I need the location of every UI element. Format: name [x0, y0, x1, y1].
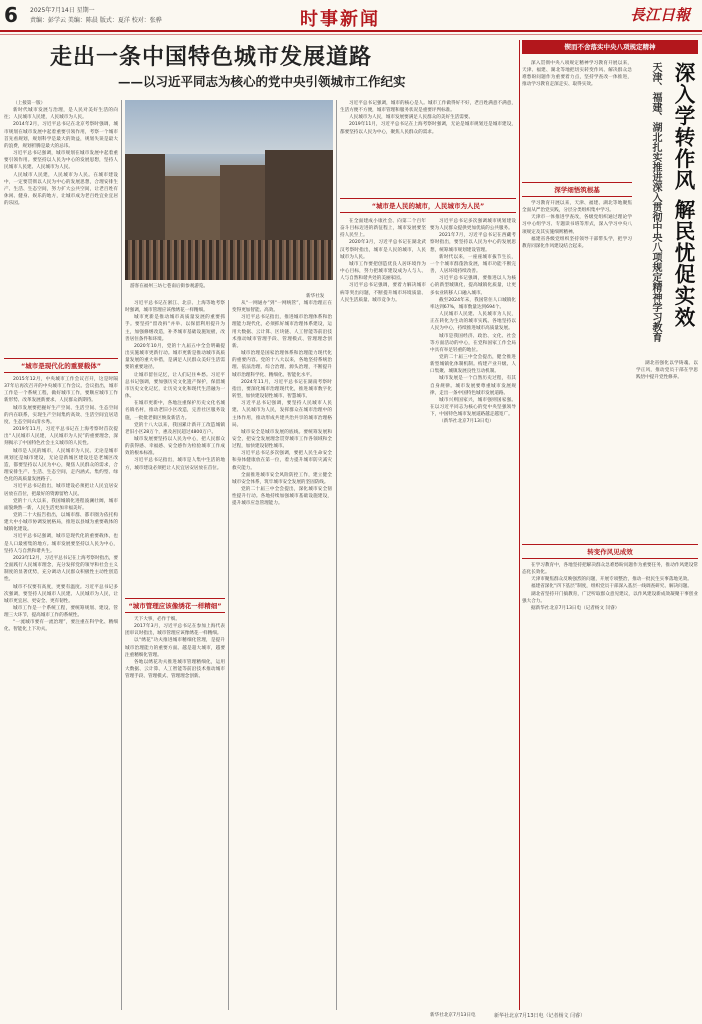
paragraph: 城市更新是推动城市高质量发展的重要抓手。要坚持“留改拆”并举、以保留利用提升为主，加强修缮改造，补齐城市基础设施短板，改善居住条件和环境。: [125, 315, 225, 342]
paragraph: 湖北省坚持开门搞教育，广泛听取群众意见建议，以作风建设新成效凝聚干事创业强大合力。: [522, 591, 698, 604]
paragraph: 城市治理是国家治理体系和治理能力现代化的重要内容。党的十八大以来，各地坚持系统治理、依法治理、综合治理、源头治理，不断提升城市治理科学化、精细化、智能化水平。: [232, 351, 332, 378]
paragraph: 城市兴则国家兴，城市强则国家强。在以习近平同志为核心的党中央坚强领导下，中国特色城市发展道路越走越宽广。: [430, 397, 516, 418]
photo-credit: 新华社发: [306, 294, 325, 299]
paragraph: 城市发展是一个自然历史过程，有其自身规律。城市发展要尊重城市发展规律，走出一条中国特色城市发展道路。: [430, 376, 516, 396]
paragraph: 学习教育开展以来，天津、福建、湖北等地聚焦全面从严治党实践，分层分类组织集中学习。: [522, 201, 632, 214]
right-subheading-b: 转变作风见成效: [522, 544, 698, 559]
paragraph: 2023年12月，习近平总书记在上海考察时指出，要全面践行人民城市理念，充分发挥党的领导和社会主义制度的显著优势，充分调动人民群众积极性主动性创造性。: [4, 555, 118, 583]
paragraph: 天下大事，必作于细。: [134, 617, 180, 622]
paragraph: 天津市聚焦群众反映强烈的问题，开展专项整治，推动一批民生实事落地见效。: [531, 577, 692, 583]
paragraph: 2019年11月，习近平总书记在上海考察时首次提出“人民城市人民建，人民城市为人民”的重要理念，深刻揭示了中国特色社会主义城市的人民性。: [4, 427, 118, 447]
paragraph: 习近平总书记指出，城市是人集中生活的地方，城市建设必须把让人民宜居安居放在首位。: [125, 458, 225, 471]
paragraph: （上接第一版）: [13, 101, 46, 106]
header-rule: [0, 30, 702, 32]
page-number: 6: [4, 3, 18, 27]
paragraph: 新时代以来，一座座城市拔节生长，一个个城市群蓬勃发展，城市功能不断完善，人居环境持续改善。: [430, 254, 516, 275]
article-column-1: [4, 100, 118, 358]
section-divider: [519, 40, 520, 1010]
paragraph: 习近平总书记多次强调城市规划建设要为人民群众提供更加优质的公共服务。: [430, 219, 516, 232]
paragraph: 2024年11月，习近平总书记在湖南考察时指出，要深化城市治理现代化，推进城市数字化转型，加快建设韧性城市、智慧城市。: [232, 379, 332, 400]
paragraph: 党的二十届三中全会提出，深化城市安全韧性提升行动。各地持续加强城市基础设施建设，提升城市应急管理能力。: [232, 487, 332, 507]
paragraph: 从“一网通办”到“一网统管”，城市治理正在变得更加智能、高效。: [232, 301, 332, 314]
paragraph: 人民城市为人民，城市发展要满足人民群众的美好生活需要。: [349, 115, 474, 121]
paragraph: 深入贯彻中央八项规定精神学习教育开展以来，天津、福建、湖北等地把切实转变作风、解决群众急难愁盼问题作为重要着力点，坚持学查改一体推进，推动学习教育走深走实、取得实效。: [522, 61, 632, 88]
right-text-2b: [636, 360, 698, 540]
editor-credits: 责编：彭学云 美编：陈晨 版式：夏洋 校对：张骅: [30, 17, 162, 24]
paragraph: 福建省各级党组织坚持领导干部带头学，把学习教育同深化作风建设结合起来。: [522, 236, 632, 249]
article-subheading-1: “城市是现代化的重要载体”: [4, 358, 118, 373]
section-title: 时事新闻: [300, 9, 380, 30]
photo-caption: 游客在福州三坊七巷南后街参观游览。: [130, 284, 209, 289]
paragraph: 城市工作要把创造优良人居环境作为中心目标，努力把城市建设成为人与人、人与自然和谐共处的美丽家园。: [340, 261, 426, 282]
article-column-3: [232, 300, 332, 1010]
paragraph: 城市发展要坚持以人民为中心，把人民群众的获得感、幸福感、安全感作为检验城市工作成效的根本标准。: [125, 436, 225, 457]
article-column-3b: [340, 218, 426, 1010]
paragraph: 2017年3月，习近平总书记在参加上海代表团审议时指出，城市管理应该像绣花一样精细。: [125, 624, 225, 637]
right-banner: 锲而不舍落实中央八项规定精神: [522, 40, 698, 54]
right-text-3: [522, 562, 698, 1008]
article-column-2: [125, 300, 225, 596]
right-subheading-a: 深学细悟筑根基: [522, 182, 632, 197]
paragraph: 天津市一体推进学查改，各级党组织通过理论学习中心组学习、专题读书班等形式，深入学习中央八项规定及其实施细则精神。: [522, 215, 632, 235]
paragraph: 习近平总书记强调，城市规划在城市发展中起着重要引领作用。要坚持以人民为中心的发展思想，坚持人民城市人民建、人民城市为人民。: [4, 151, 118, 171]
paragraph: 城市发展要把握好生产空间、生活空间、生态空间的内在联系，实现生产空间集约高效、生活空间宜居适度、生态空间山清水秀。: [4, 405, 118, 425]
paragraph: 在全面建成小康社会、向第二个百年奋斗目标迈进的新征程上，城市发展要坚持人民至上。: [340, 219, 426, 239]
article-photo: [125, 100, 333, 280]
article-column-4b: [430, 218, 516, 1010]
paragraph: 习近平总书记指出，城市建设必须把让人民宜居安居放在首位，把最好的资源留给人民。: [4, 484, 118, 497]
column-divider: [121, 100, 122, 1010]
paragraph: 城市不仅要有高度，更要有温度。习近平总书记多次强调，要坚持人民城市人民建、人民城市为人民，让城市更宜居、更安全、更有韧性。: [4, 584, 118, 604]
paragraph: 习近平总书记强调，要着力解决城市病等突出问题，不断提升城市环境质量、人民生活质量、城市竞争力。: [340, 283, 426, 303]
paragraph: 习近平总书记在浙江、北京、上海等地考察时强调，城市管理应该像绣花一样精细。: [125, 301, 225, 314]
paragraph: 人民城市人民建、人民城市为人民，正在转化为生动的城市实践。各地坚持以人民为中心，持续推进城市高质量发展。: [430, 312, 516, 332]
article-title: 走出一条中国特色城市发展道路: [50, 44, 373, 70]
paragraph: 党的十八大以来，我国城镇化进程波澜壮阔，城市面貌焕然一新，人民生活更加幸福美好。: [4, 498, 118, 511]
paragraph: 习近平总书记指出，推进城市治理体系和治理能力现代化，必须抓好城市治理体系建设，运用大数据、云计算、区块链、人工智能等前沿技术推动城市管理手段、管理模式、管理理念创新。: [232, 315, 332, 349]
paragraph: 习近平总书记强调，城市的核心是人。城市工作做得好不好，老百姓满意不满意，生活方便不方便，城市管理和服务状况是重要评判标准。: [340, 101, 516, 114]
paragraph: 党的二十大报告指出，以城市群、都市圈为依托构建大中小城市协调发展格局，推进以县城为重要载体的城镇化建设。: [4, 512, 118, 533]
paragraph: 2019年11月，习近平总书记在上海考察时强调，无论是城市规划还是城市建设，都要坚持以人民为中心，聚焦人民群众的需求。: [340, 122, 516, 135]
page-header: [0, 0, 702, 30]
paragraph: “一流城市要有一流治理”，要注重在科学化、精细化、智能化上下功夫。: [4, 620, 118, 633]
paragraph: 党的二十届三中全会提出，健全推进新型城镇化体制机制。构建产业升级、人口集聚、城镇发展良性互动机制。: [430, 354, 516, 375]
paragraph: 在城市更新中，各地注重保护历史文化名城名镇名村，推动老旧小区改造，完善社区服务设施，一批批老街区焕发新活力。: [125, 401, 225, 421]
paragraph: 习近平总书记多次强调，要把人民生命安全和身体健康放在第一位，着力提升城市防灾减灾救灾能力。: [232, 451, 332, 471]
column-divider: [336, 100, 337, 1010]
paragraph: 城市安全是城市发展的底线。要统筹发展和安全，把安全发展理念贯穿城市工作各领域和全过程，加快建设韧性城市。: [232, 429, 332, 450]
paragraph: 习近平总书记强调，城市是现代化的重要载体，也是人口最密集的地方。城市发展要坚持以人民为中心，坚持人与自然和谐共生。: [4, 534, 118, 554]
paragraph: 全面推进城市安全风险防控工作，建立健全城市安全体系，筑牢城市安全发展的坚固防线。: [232, 472, 332, 485]
paragraph: 城市是我国经济、政治、文化、社会等方面活动的中心，在党和国家工作全局中具有举足轻重的地位。: [430, 333, 516, 353]
paragraph: 2014年2月，习近平总书记在北京考察时强调，城市规划在城市发展中起着重要引领作用，考察一个城市首先看规划，规划科学是最大的效益，规划失误是最大的浪费，规划折腾是最大的忌讳。: [4, 122, 118, 149]
right-headline: 深入学转作风 解民忧促实效: [671, 62, 695, 329]
paragraph: 让城市留住记忆，让人们记住乡愁。习近平总书记强调，要加强历史文化遗产保护，保留城市历史文化记忆，让历史文化和现代生活融为一体。: [125, 372, 225, 400]
article-subheading-2: “城市管理应该像绣花一样精细”: [125, 598, 225, 613]
right-text-2: [522, 200, 632, 540]
paragraph: 城市工作是一个系统工程，要统筹规划、建设、管理三大环节，提高城市工作的系统性。: [4, 606, 118, 619]
paragraph: 2020年10月，党的十九届五中全会明确提出实施城市更新行动。城市更新是推动城市高质量发展的重大举措，是满足人民群众美好生活需要的重要途径。: [125, 343, 225, 371]
article-column-4: [340, 100, 516, 196]
article-column-2b: [125, 616, 225, 1010]
right-text-1: [522, 60, 632, 180]
paragraph: 以“绣花”功夫推进城市精细化管理，是提升城市治理能力的重要方面。越是超大城市，越要注重精细化管理。: [125, 638, 225, 658]
article-subheading-3: “城市是人民的城市，人民城市为人民”: [340, 198, 516, 213]
paragraph: 据新华社北京7月13日电（记者杨文 闫睿）: [531, 605, 620, 611]
issue-date: 2025年7月14日 星期一: [30, 7, 95, 14]
header-rule-thin: [0, 34, 702, 35]
paragraph: 在学习教育中，各地坚持把解决群众急难愁盼问题作为重要任务，推动作风建设常态化长效化。: [522, 563, 698, 576]
article-dateline: 新华社北京7月13日电: [430, 1013, 476, 1018]
paragraph: 2020年3月，习近平总书记在湖北武汉考察时指出，城市是人民的城市，人民城市为人民。: [340, 240, 426, 260]
paragraph: 习近平总书记强调，要推进以人为核心的新型城镇化，提高城镇化质量，让更多农业转移人口融入城市。: [430, 276, 516, 296]
paragraph: 2015年12月，中央城市工作会议召开，这是时隔37年后再次召开的中央城市工作会议。会议指出，城市工作是一个系统工程，做好城市工作，要顺应城市工作新形势、改革发展新要求、人民群众新期待。: [4, 377, 118, 404]
paragraph: 湖北省强化以学铸魂、以学正风，推动党员干部在学思践悟中提升党性修养。: [636, 361, 698, 381]
paragraph: 福建省深化“四下基层”制度，组织党员干部深入基层一线调查研究、解决问题。: [531, 584, 692, 590]
article-column-1b: [4, 376, 118, 1010]
paragraph: 2021年7月，习近平总书记在西藏考察时指出，要坚持以人民为中心的发展思想，统筹城市规划建设管理。: [430, 233, 516, 253]
article-subtitle: ——以习近平同志为核心的党中央引领城市工作纪实: [118, 74, 406, 89]
paragraph: 习近平总书记强调，要坚持人民城市人民建、人民城市为人民，发挥群众在城市治理中的主体作用，推动形成共建共治共享的城市治理格局。: [232, 401, 332, 428]
paragraph: 城市是人民的城市，人民城市为人民。无论是城市规划还是城市建设，无论是新城区建设还是老城区改造，都要坚持以人民为中心，聚焦人民群众的需求，合理安排生产、生活、生态空间，走内涵式、集约型、绿色化的高质量发展路子。: [4, 448, 118, 483]
paragraph: （新华社北京7月13日电）: [439, 419, 494, 425]
right-footer: 新华社北京7月13日电（记者杨文 闫睿）: [494, 1013, 586, 1019]
paragraph: 人民城市人民建，人民城市为人民。在城市建设中，一定要贯彻以人民为中心的发展思想，合理安排生产、生活、生态空间，努力扩大公共空间，让老百姓有休闲、健身、娱乐的地方，让城市成为老百姓宜业宜居的乐园。: [4, 172, 118, 207]
paragraph: 各地以绣花功夫推进城市管理精细化，运用大数据、云计算、人工智能等前沿技术推动城市管理手段、管理模式、管理理念创新。: [125, 659, 225, 680]
column-divider: [228, 300, 229, 1010]
paragraph: 党的十八大以来，我国累计新开工改造城镇老旧小区28万个，惠及居民超过4800万户。: [125, 422, 225, 435]
paragraph: 截至2024年末，我国常住人口城镇化率达到67%，城市数量达到694个。: [430, 297, 516, 310]
newspaper-logo: 長江日報: [629, 6, 690, 24]
paragraph: 新时代城市发展与治理，是人民对美好生活的向往；人民城市人民建，人民城市为人民。: [4, 108, 118, 121]
right-subheadline: 天津、福建、湖北扎实推进深入贯彻中央八项规定精神学习教育: [650, 62, 661, 342]
